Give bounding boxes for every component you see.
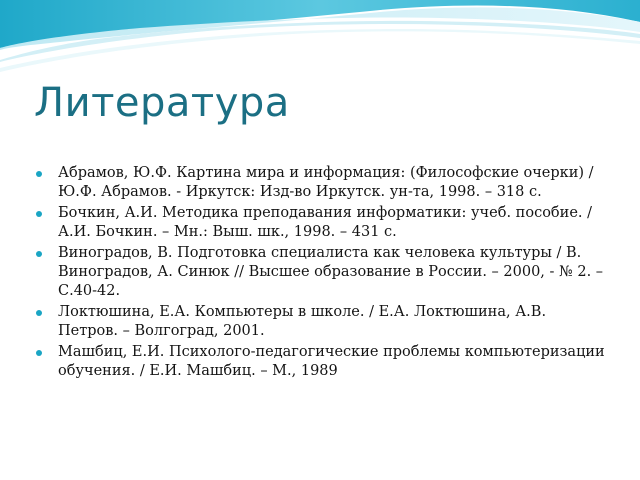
list-item — [36, 343, 606, 381]
list-item — [36, 303, 606, 341]
reference-list — [36, 164, 606, 383]
bullet-icon — [36, 350, 42, 356]
reference-text: Машбиц, Е.И. Психолого-педагогические проблемы компьютеризации обучения. / Е.И. Машбиц. – М., 1989 — [58, 344, 605, 379]
reference-text: Абрамов, Ю.Ф. Картина мира и информация: (Философские очерки) / Ю.Ф. Абрамов. - Иркутск: Изд-во Иркутск. ун-та, 1998. – 318 с. — [58, 165, 594, 200]
slide-title: Литература — [34, 80, 290, 126]
bullet-icon — [36, 171, 42, 177]
header-wave-decoration — [0, 0, 640, 90]
bullet-icon — [36, 211, 42, 217]
list-item — [36, 164, 606, 202]
list-item — [36, 204, 606, 242]
reference-text: Виноградов, В. Подготовка специалиста как человека культуры / В. Виноградов, А. Синюк // Высшее образование в России. – 2000, - № 2. – С.40-42. — [58, 245, 604, 299]
bullet-icon — [36, 251, 42, 257]
reference-text: Бочкин, А.И. Методика преподавания информатики: учеб. пособие. / А.И. Бочкин. – Мн.: Выш. шк., 1998. – 431 с. — [58, 205, 593, 240]
bullet-icon — [36, 310, 42, 316]
reference-text: Локтюшина, Е.А. Компьютеры в школе. / Е.А. Локтюшина, А.В. Петров. – Волгоград, 2001. — [58, 304, 547, 339]
list-item — [36, 244, 606, 301]
